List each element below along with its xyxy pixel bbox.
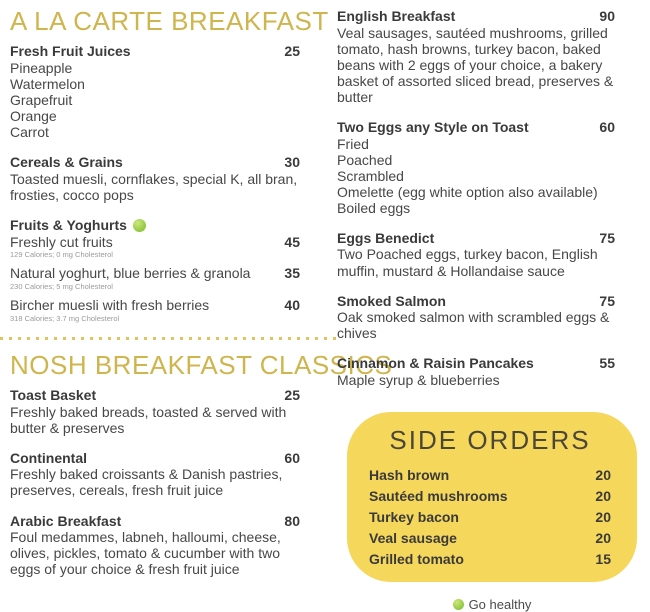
side-order-name: Hash brown: [369, 466, 450, 483]
side-order-price: 15: [595, 550, 611, 567]
sub-item: [10, 234, 300, 260]
item-price: 75: [599, 229, 615, 246]
item-price: 80: [284, 512, 300, 529]
go-healthy-legend: [347, 597, 637, 612]
item-header-row: [337, 355, 615, 372]
item-price: 90: [599, 8, 615, 24]
sub-item: [10, 265, 300, 291]
menu-item-fruits-yoghurts: [10, 217, 300, 323]
side-order-name: Grilled tomato: [369, 550, 464, 567]
item-description: Maple syrup & blueberries: [337, 371, 500, 388]
egg-style-option: Poached: [337, 151, 393, 168]
item-header-row: [10, 217, 300, 234]
item-header-row: [10, 43, 300, 60]
item-header-row: [337, 293, 615, 310]
item-header-row: [10, 154, 300, 171]
egg-style-option: Scrambled: [337, 167, 404, 184]
item-header-row: [10, 297, 300, 314]
menu-item-cinnamon-raisin-pancakes: [337, 355, 615, 388]
right-column: [337, 8, 615, 612]
side-order-name: Turkey bacon: [369, 508, 459, 525]
item-description: Freshly baked breads, toasted & served with butter & preserves: [10, 403, 287, 436]
heading-a-la-carte-breakfast: A LA CARTE BREAKFAST: [10, 6, 329, 36]
sub-item-name: Natural yoghurt, blue berries & granola: [10, 265, 251, 282]
item-name: Continental: [10, 449, 87, 466]
item-description: Foul medammes, labneh, halloumi, cheese, olives, pickles, tomato & cucumber with two eggs of your choice & fresh fruit juice: [10, 529, 281, 578]
item-price: 25: [284, 387, 300, 404]
item-header-row: [337, 230, 615, 247]
juice-option: Watermelon: [10, 75, 85, 92]
side-order-row: [369, 465, 611, 486]
side-order-row: [369, 528, 611, 549]
item-name: [10, 217, 146, 234]
side-orders-title: SIDE ORDERS: [389, 424, 591, 455]
go-healthy-dot-icon: [453, 599, 464, 610]
sub-item-price: 45: [284, 233, 300, 250]
side-order-row: [369, 507, 611, 528]
item-description: Veal sausages, sautéed mushrooms, grilled tomato, hash browns, turkey bacon, baked beans with 2 eggs of your choice, a bakery basket of assorted sliced bread, preserves & butter: [337, 24, 614, 105]
item-name: Two Eggs any Style on Toast: [337, 118, 529, 135]
item-name: Toast Basket: [10, 387, 97, 404]
sub-item-price: 40: [284, 297, 300, 314]
item-header-row: [10, 513, 300, 530]
side-order-price: 20: [595, 487, 611, 504]
item-description: Toasted muesli, cornflakes, special K, all bran, frosties, cocco pops: [10, 170, 298, 203]
item-name: Cinnamon & Raisin Pancakes: [337, 355, 534, 372]
item-description: Freshly baked croissants & Danish pastries, preserves, cereals, fresh fruit juice: [10, 466, 283, 499]
egg-style-option: Boiled eggs: [337, 199, 411, 216]
item-header-row: [337, 8, 615, 25]
sub-item-name: Bircher muesli with fresh berries: [10, 297, 210, 314]
side-order-price: 20: [595, 508, 611, 525]
sub-item-name: Freshly cut fruits: [10, 233, 113, 250]
menu-item-arabic-breakfast: [10, 513, 300, 578]
item-name: English Breakfast: [337, 8, 456, 24]
side-order-row: [369, 549, 611, 570]
egg-style-option: Omelette (egg white option also available): [337, 183, 598, 200]
item-header-row: [10, 450, 300, 467]
side-orders-box: [347, 412, 637, 582]
item-header-row: [10, 265, 300, 282]
item-name: Cereals & Grains: [10, 154, 123, 171]
menu-item-fresh-fruit-juices: [10, 43, 300, 140]
item-description: Oak smoked salmon with scrambled eggs & chives: [337, 309, 610, 342]
juice-option: Carrot: [10, 124, 49, 141]
calorie-note: 129 Calories; 0 mg Cholesterol: [10, 250, 113, 260]
side-order-row: [369, 486, 611, 507]
item-header-row: [10, 387, 300, 404]
item-name-text: Fruits & Yoghurts: [10, 216, 127, 233]
healthy-dot-icon: [133, 219, 146, 232]
item-price: 55: [599, 355, 615, 372]
item-name: Arabic Breakfast: [10, 512, 122, 529]
side-order-price: 20: [595, 529, 611, 546]
item-name: Fresh Fruit Juices: [10, 43, 131, 60]
menu-item-two-eggs: [337, 119, 615, 216]
calorie-note: 318 Calories; 3.7 mg Cholesterol: [10, 313, 120, 323]
menu-item-eggs-benedict: [337, 230, 615, 279]
juice-option: Orange: [10, 108, 57, 125]
menu-item-smoked-salmon: [337, 293, 615, 342]
item-price: 30: [284, 154, 300, 171]
sub-item: [10, 297, 300, 323]
item-price: 60: [599, 118, 615, 135]
menu-item-cereals-grains: [10, 154, 300, 203]
egg-style-option: Fried: [337, 135, 369, 152]
side-order-name: Sautéed mushrooms: [369, 487, 508, 504]
item-name: Smoked Salmon: [337, 292, 446, 309]
calorie-note: 230 Calories; 5 mg Cholesterol: [10, 281, 113, 291]
juice-option: Pineapple: [10, 59, 73, 76]
side-order-name: Veal sausage: [369, 529, 457, 546]
menu-item-toast-basket: [10, 387, 300, 436]
juice-option: Grapefruit: [10, 92, 73, 108]
item-price: 60: [284, 449, 300, 466]
item-description: Two Poached eggs, turkey bacon, English muffin, mustard & Hollandaise sauce: [337, 246, 598, 279]
menu-item-continental: [10, 450, 300, 499]
item-price: 75: [599, 292, 615, 309]
menu-item-english-breakfast: [337, 8, 615, 105]
sub-item-price: 35: [284, 265, 300, 282]
dotted-divider: [0, 337, 337, 340]
side-order-price: 20: [595, 466, 611, 483]
item-header-row: [10, 234, 300, 251]
heading-nosh-breakfast-classics: NOSH BREAKFAST CLASSICS: [10, 349, 393, 380]
go-healthy-label: Go healthy: [468, 596, 532, 612]
item-header-row: [337, 119, 615, 136]
item-name: Eggs Benedict: [337, 229, 435, 246]
item-price: 25: [284, 43, 300, 60]
